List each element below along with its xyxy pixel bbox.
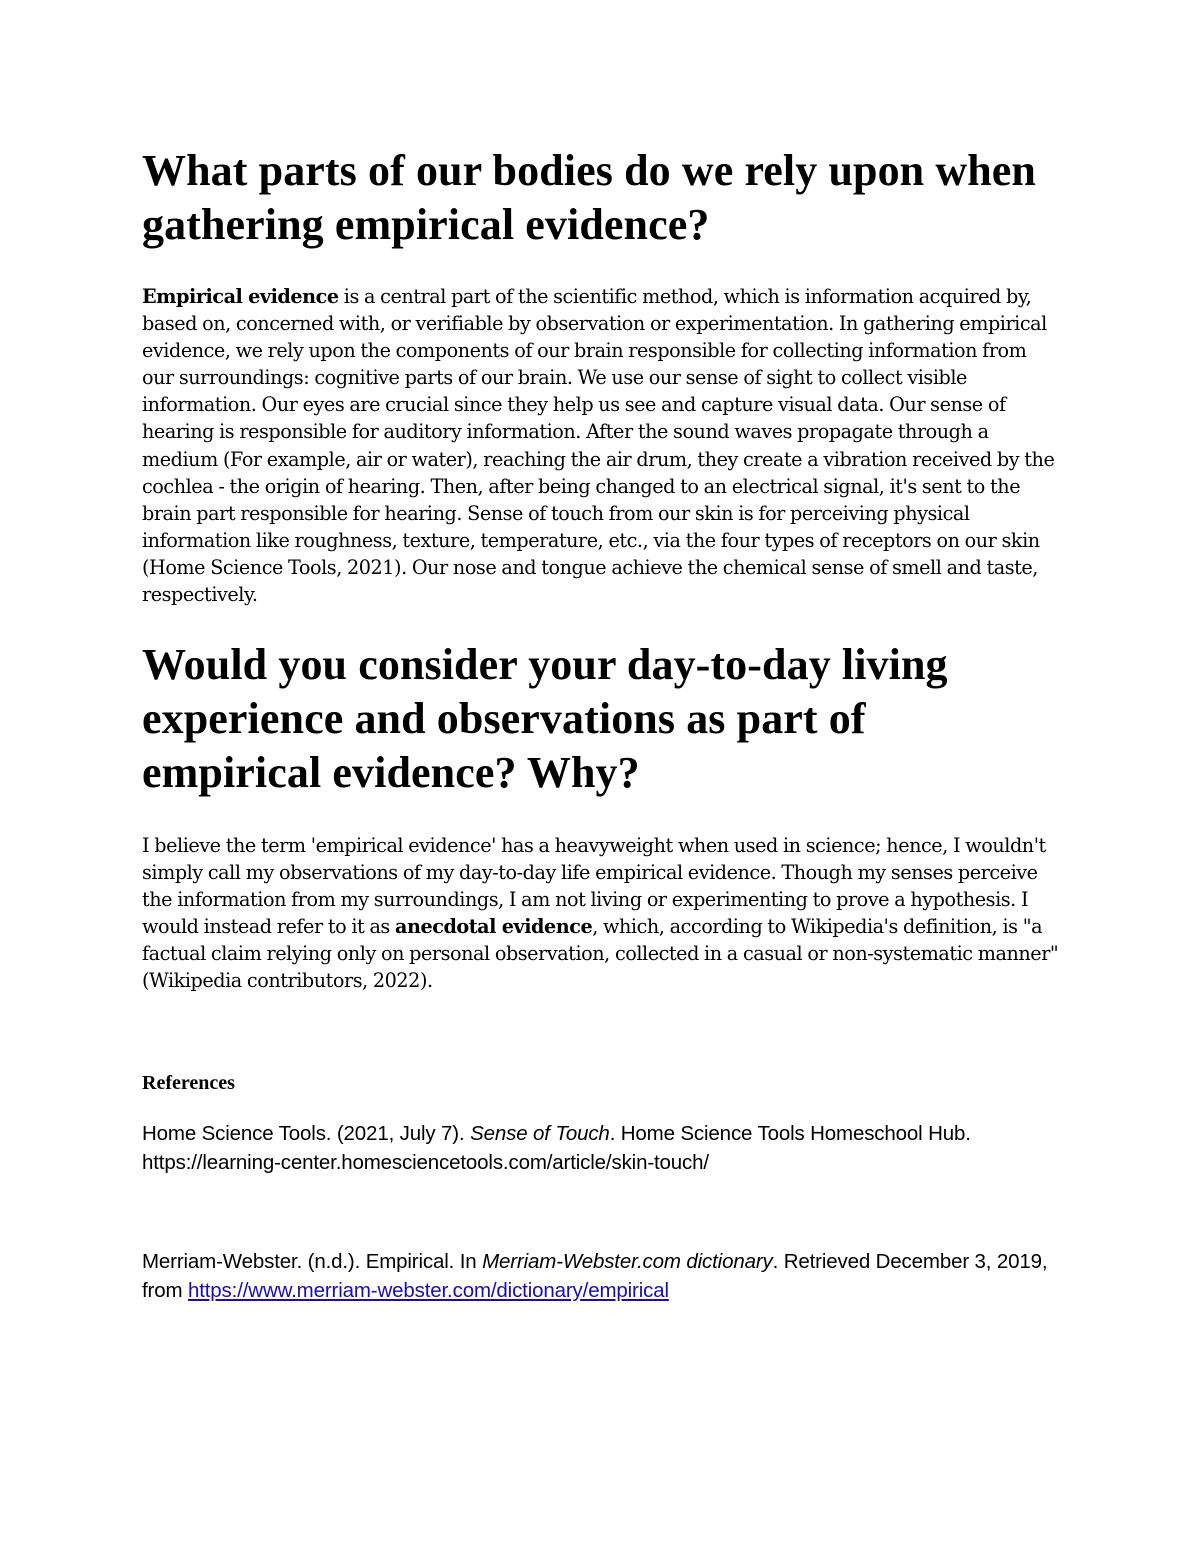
reference1-text-after: . Home Science Tools Homeschool Hub. https://learning-center.homesciencetools.com/article/skin-touch/	[142, 1122, 971, 1174]
section2-heading: Would you consider your day-to-day living experience and observations as part of empirical evidence? Why?	[142, 640, 948, 797]
merriam-webster-link[interactable]: https://www.merriam-webster.com/dictionary/empirical	[187, 1278, 669, 1302]
reference-entry	[142, 1248, 1062, 1305]
reference-entry	[142, 1120, 1062, 1177]
reference2-text-after: . Retrieved December 3, 2019, from	[142, 1250, 1048, 1302]
reference1-title: Sense of Touch	[470, 1122, 610, 1145]
anecdotal-evidence-term: anecdotal evidence	[394, 915, 593, 939]
section1-paragraph-text: is a central part of the scientific method, which is information acquired by, based on, concerned with, or verifiable by observation or experimentation. In gathering empirical evidence, we rely upon the components of our brain responsible for collecting information from our surroundings: cognitive parts of our brain. We use our sense of sight to collect visible information. Our eyes are crucial since they help us see and capture visual data. Our sense of hearing is responsible for auditory information. After the sound waves propagate through a medium (For example, air or water), reaching the air drum, they create a vibration received by the cochlea - the origin of hearing. Then, after being changed to an electrical signal, it's sent to the brain part responsible for hearing. Sense of touch from our skin is for perceiving physical information like roughness, texture, temperature, etc., via the four types of receptors on our skin (Home Science Tools, 2021). Our nose and tongue achieve the chemical sense of smell and taste, respectively.	[142, 285, 1055, 607]
section2-paragraph	[142, 832, 1060, 995]
reference1-text-before: Home Science Tools. (2021, July 7).	[142, 1122, 471, 1145]
empirical-evidence-term: Empirical evidence	[142, 285, 339, 308]
section2-paragraph-text-before: I believe the term 'empirical evidence' has a heavyweight when used in science; hence, I wouldn't simply call my observations of my day-to-day life empirical evidence. Though my senses perceive the information from my surroundings, I am not living or experimenting to prove a hypothesis. I would instead refer to it as	[142, 834, 1046, 939]
reference2-title: Merriam-Webster.com dictionary	[482, 1250, 773, 1273]
section1-heading: What parts of our bodies do we rely upon when gathering empirical evidence?	[142, 146, 1036, 249]
section1-paragraph	[142, 283, 1060, 608]
section2-paragraph-text-after: , which, according to Wikipedia's definition, is "a factual claim relying only on personal observation, collected in a casual or non-systematic manner" (Wikipedia contributors, 2022).	[142, 915, 1059, 993]
references-heading: References	[142, 1072, 235, 1094]
reference2-text-before: Merriam-Webster. (n.d.). Empirical. In	[142, 1250, 483, 1273]
